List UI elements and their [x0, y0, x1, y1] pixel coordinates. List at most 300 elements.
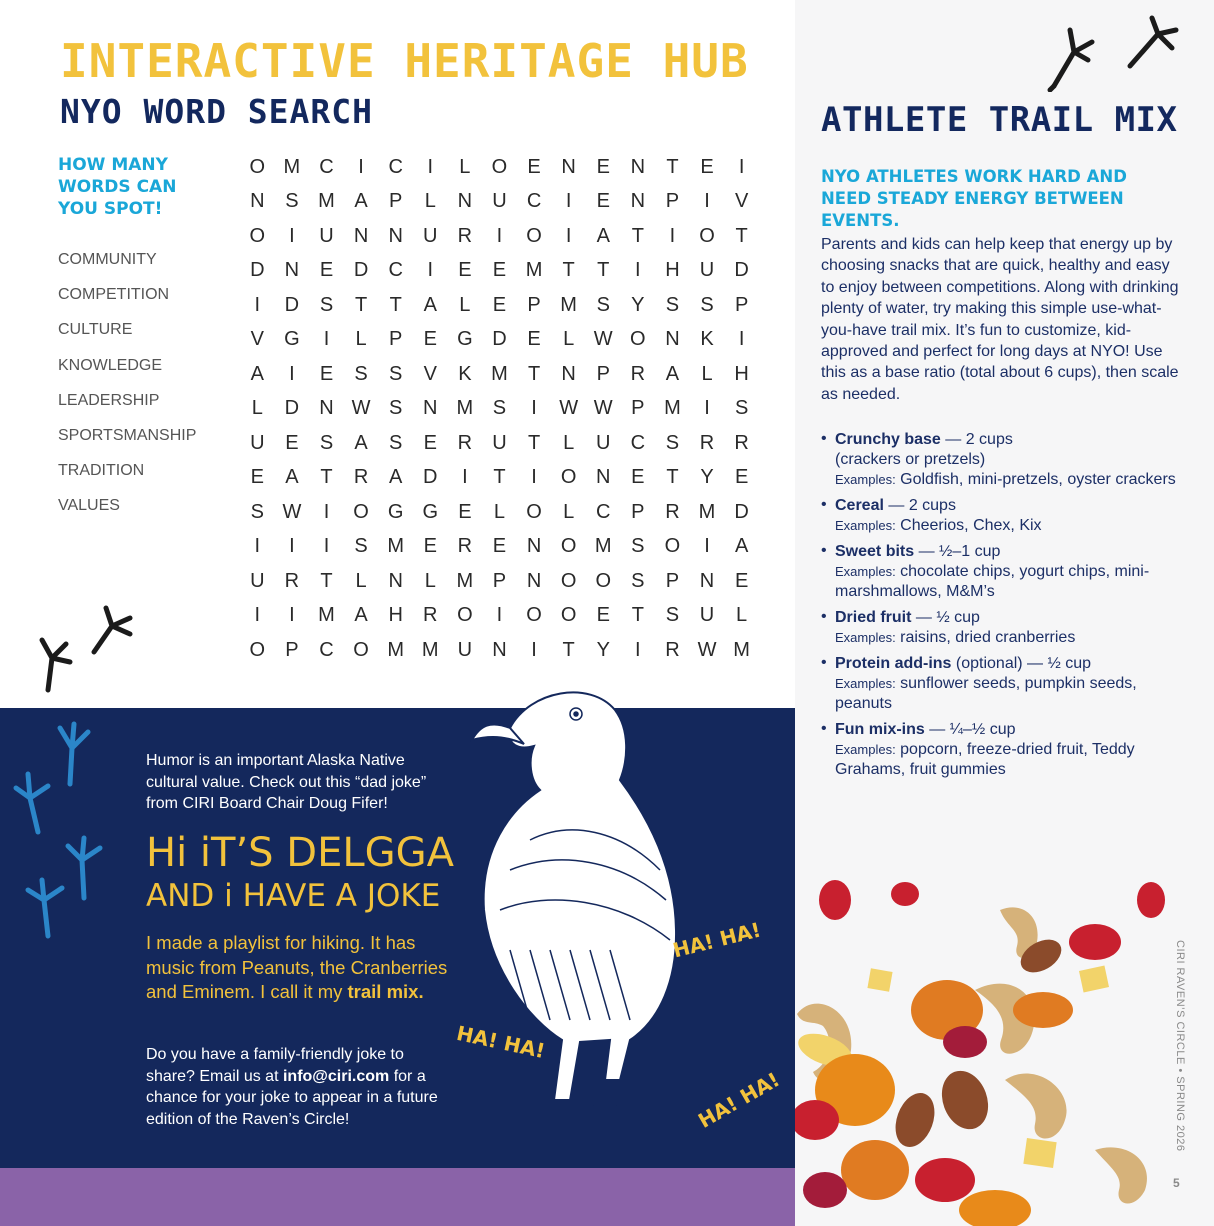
grid-letter: L — [424, 569, 436, 592]
grid-letter: I — [496, 224, 503, 247]
grid-letter: I — [635, 638, 641, 661]
joke-subheading: AND i HAVE A JOKE — [146, 878, 441, 914]
list-item — [821, 654, 1186, 714]
grid-letter: O — [595, 569, 612, 592]
grid-letter: I — [738, 155, 745, 178]
grid-letter: E — [734, 466, 749, 489]
grid-letter: I — [669, 224, 676, 247]
grid-letter: U — [596, 431, 611, 454]
trail-mix-photo — [795, 850, 1165, 1226]
grid-letter: E — [596, 190, 610, 213]
grid-letter: S — [389, 431, 403, 454]
grid-letter: P — [665, 190, 680, 213]
item-qty: (optional) — ½ cup — [951, 655, 1092, 672]
bird-tracks-icon — [30, 600, 150, 695]
grid-letter: S — [734, 397, 749, 420]
grid-letter: I — [738, 328, 745, 351]
grid-letter: L — [701, 362, 713, 385]
grid-letter: N — [561, 362, 576, 385]
grid-letter: I — [254, 293, 261, 316]
grid-letter: U — [699, 259, 715, 282]
laugh-text: HA! HA! — [694, 1067, 784, 1133]
grid-letter: Y — [700, 466, 714, 489]
grid-letter: D — [734, 259, 749, 282]
grid-row — [240, 219, 760, 254]
grid-letter: P — [389, 190, 403, 213]
grid-letter: O — [526, 604, 542, 627]
grid-letter: I — [531, 466, 537, 489]
grid-letter: I — [531, 638, 537, 661]
examples-text: popcorn, freeze-dried fruit, Teddy Grahams, fruit gummies — [835, 741, 1135, 778]
grid-letter: M — [318, 190, 335, 213]
grid-letter: R — [457, 224, 473, 247]
grid-letter: O — [664, 535, 681, 558]
grid-letter: C — [630, 431, 646, 454]
grid-row — [240, 288, 760, 323]
grid-letter: N — [561, 155, 576, 178]
examples-text: Goldfish, mini-pretzels, oyster crackers — [895, 471, 1176, 488]
grid-letter: G — [422, 500, 439, 523]
grid-letter: P — [527, 293, 541, 316]
grid-letter: N — [284, 259, 300, 282]
grid-letter: N — [388, 569, 403, 592]
list-item — [821, 608, 1186, 648]
word-list-item: TRADITION — [58, 462, 145, 480]
grid-letter: O — [249, 155, 266, 178]
item-name: Fun mix-ins — [835, 721, 925, 738]
grid-letter: T — [631, 604, 644, 627]
grid-letter: T — [562, 259, 575, 282]
examples-label: Examples: — [835, 518, 896, 533]
sidebar-credit — [1170, 940, 1190, 1170]
grid-letter: E — [527, 155, 541, 178]
examples-label: Examples: — [835, 564, 896, 579]
grid-letter: I — [704, 535, 710, 558]
grid-letter: T — [735, 224, 748, 247]
grid-letter: M — [560, 293, 577, 316]
item-qty: — 2 cups — [883, 497, 956, 514]
grid-letter: R — [630, 362, 646, 385]
grid-letter: I — [289, 362, 295, 385]
grid-letter: E — [492, 293, 507, 316]
grid-letter: H — [388, 604, 403, 627]
grid-letter: L — [563, 328, 575, 351]
grid-letter: H — [665, 259, 680, 282]
humor-intro: Humor is an important Alaska Native cultural value. Check out this “dad joke” from CIRI Board Chair Doug Fifer! — [146, 752, 427, 812]
grid-letter: I — [704, 190, 710, 213]
share-text-before: Do you have a family-friendly joke to share? Email us at — [146, 1046, 404, 1085]
grid-letter: V — [423, 362, 437, 385]
grid-letter: E — [319, 259, 334, 282]
joke-heading: Hi iT’S DELGGA — [146, 830, 454, 876]
grid-letter: O — [560, 604, 577, 627]
grid-letter: M — [456, 569, 474, 592]
grid-letter: S — [665, 293, 680, 316]
grid-letter: D — [423, 466, 438, 489]
grid-letter: M — [283, 155, 301, 178]
grid-letter: L — [563, 500, 575, 523]
blue-bird-tracks-icon — [8, 714, 108, 944]
grid-letter: M — [733, 638, 750, 661]
grid-letter: I — [427, 155, 434, 178]
grid-letter: I — [358, 155, 364, 178]
grid-letter: R — [699, 431, 715, 454]
grid-letter: T — [493, 466, 506, 489]
grid-letter: C — [319, 155, 334, 178]
trail-mix-intro: Parents and kids can help keep that energy up by choosing snacks that are quick, healthy and easy to enjoy between competitions. Along with drinking plenty of water, try making this simple use-what-you-have trail mix. It’s fun to customize, kid-approved and perfect for long days at NYO! Use this as a base ratio (total about 6 cups), then scale as needed. — [821, 236, 1179, 403]
grid-letter: E — [734, 569, 749, 592]
grid-letter: P — [492, 569, 507, 592]
list-item — [821, 430, 1186, 490]
grid-letter: M — [387, 638, 404, 661]
grid-letter: I — [289, 604, 295, 627]
grid-letter: S — [596, 293, 610, 316]
grid-letter: O — [630, 328, 646, 351]
grid-letter: E — [285, 431, 299, 454]
examples-label: Examples: — [835, 472, 896, 487]
grid-letter: A — [354, 431, 368, 454]
grid-letter: T — [320, 569, 333, 592]
grid-letter: O — [353, 638, 369, 661]
item-name: Dried fruit — [835, 609, 912, 626]
grid-letter: O — [457, 604, 473, 627]
grid-letter: D — [353, 259, 369, 282]
grid-letter: L — [355, 569, 367, 592]
grid-letter: O — [560, 569, 577, 592]
grid-letter: U — [250, 431, 265, 454]
item-qty: — ½–1 cup — [914, 543, 1001, 560]
grid-letter: S — [319, 431, 334, 454]
grid-letter: L — [459, 293, 471, 316]
grid-letter: O — [560, 535, 577, 558]
grid-row — [240, 254, 760, 289]
word-list-item: SPORTSMANSHIP — [58, 426, 197, 444]
item-qty: — ¼–½ cup — [924, 721, 1016, 738]
item-qty: — ½ cup — [911, 609, 980, 626]
grid-letter: O — [526, 224, 542, 247]
grid-letter: C — [319, 638, 334, 661]
grid-letter: O — [560, 466, 577, 489]
grid-letter: S — [631, 535, 645, 558]
grid-letter: G — [457, 328, 473, 351]
grid-letter: D — [284, 397, 300, 420]
grid-letter: T — [389, 293, 402, 316]
grid-row — [240, 599, 760, 634]
grid-letter: E — [319, 362, 334, 385]
grid-letter: L — [355, 328, 367, 351]
grid-letter: S — [665, 431, 680, 454]
grid-letter: I — [323, 500, 330, 523]
grid-letter: I — [323, 328, 330, 351]
grid-letter: T — [631, 224, 644, 247]
grid-letter: L — [424, 190, 436, 213]
item-name: Sweet bits — [835, 543, 915, 560]
grid-letter: S — [354, 535, 368, 558]
grid-letter: N — [630, 190, 646, 213]
grid-letter: E — [250, 466, 264, 489]
grid-letter: W — [282, 500, 302, 523]
grid-letter: I — [531, 397, 537, 420]
grid-letter: T — [354, 293, 368, 316]
joke-text — [146, 931, 466, 1005]
grid-letter: M — [594, 535, 612, 558]
word-list-item: COMPETITION — [58, 286, 170, 304]
grid-letter: N — [423, 397, 438, 420]
grid-letter: P — [596, 362, 610, 385]
grid-letter: A — [665, 362, 680, 385]
grid-row — [240, 633, 760, 668]
grid-letter: T — [527, 362, 541, 385]
item-name: Protein add-ins — [835, 655, 952, 672]
grid-letter: Y — [631, 293, 645, 316]
hub-title: INTERACTIVE HERITAGE HUB — [60, 34, 749, 88]
grid-letter: U — [423, 224, 438, 247]
grid-letter: N — [319, 397, 334, 420]
trail-mix-title: ATHLETE TRAIL MIX — [821, 100, 1178, 140]
grid-letter: O — [526, 500, 542, 523]
trail-mix-subtitle: NYO ATHLETES WORK HARD AND NEED STEADY ENERGY BETWEEN EVENTS. — [821, 167, 1127, 230]
examples-text: sunflower seeds, pumpkin seeds, peanuts — [835, 675, 1137, 712]
grid-letter: R — [457, 535, 473, 558]
grid-letter: T — [666, 155, 679, 178]
grid-letter: M — [664, 397, 681, 420]
grid-letter: I — [289, 535, 295, 558]
grid-letter: P — [734, 293, 749, 316]
share-email-link[interactable]: info@ciri.com — [282, 1067, 390, 1085]
grid-letter: M — [491, 362, 508, 385]
grid-letter: U — [699, 604, 715, 627]
grid-letter: W — [697, 638, 717, 661]
grid-letter: G — [284, 328, 300, 351]
grid-letter: M — [318, 604, 335, 627]
grid-letter: N — [526, 535, 542, 558]
grid-letter: T — [562, 638, 575, 661]
grid-letter: A — [285, 466, 299, 489]
grid-row — [240, 150, 760, 185]
grid-letter: N — [457, 190, 473, 213]
share-joke-text — [146, 1044, 446, 1130]
grid-letter: I — [635, 259, 641, 282]
list-item — [821, 496, 1186, 536]
grid-letter: T — [597, 259, 610, 282]
grid-letter: D — [284, 293, 300, 316]
grid-letter: I — [254, 535, 261, 558]
examples-text: Cheerios, Chex, Kix — [895, 517, 1042, 534]
grid-letter: O — [249, 638, 266, 661]
grid-letter: E — [423, 431, 437, 454]
grid-letter: P — [389, 328, 403, 351]
grid-letter: T — [320, 466, 333, 489]
grid-letter: U — [492, 190, 507, 213]
grid-letter: T — [527, 431, 541, 454]
sidebar-credit-text: CIRI RAVEN’S CIRCLE • SPRING 2026 — [1174, 940, 1186, 1152]
trail-mix-list — [821, 430, 1186, 786]
grid-letter: C — [388, 259, 403, 282]
grid-letter: D — [734, 500, 749, 523]
grid-letter: E — [596, 604, 610, 627]
grid-letter: O — [699, 224, 715, 247]
grid-letter: R — [353, 466, 369, 489]
grid-letter: N — [665, 328, 680, 351]
examples-text: chocolate chips, yogurt chips, mini-marshmallows, M&M’s — [835, 563, 1150, 600]
examples-label: Examples: — [835, 630, 896, 645]
grid-letter: M — [698, 500, 716, 523]
grid-letter: V — [734, 190, 749, 213]
grid-letter: R — [284, 569, 300, 592]
grid-letter: N — [699, 569, 715, 592]
joke-text-main: I made a playlist for hiking. It has music from Peanuts, the Cranberries and Eminem. I call it my — [146, 932, 448, 1002]
word-list-item: LEADERSHIP — [58, 391, 160, 409]
grid-letter: E — [631, 466, 645, 489]
grid-letter: S — [250, 500, 264, 523]
item-qty: — 2 cups — [940, 431, 1013, 448]
grid-letter: A — [596, 224, 610, 247]
grid-letter: P — [665, 569, 680, 592]
grid-letter: O — [491, 155, 508, 178]
grid-letter: N — [630, 155, 646, 178]
grid-letter: W — [351, 397, 371, 420]
grid-letter: M — [387, 535, 404, 558]
grid-letter: E — [596, 155, 610, 178]
grid-row — [240, 357, 760, 392]
grid-letter: T — [666, 466, 679, 489]
grid-letter: N — [250, 190, 265, 213]
grid-row — [240, 185, 760, 220]
grid-letter: K — [700, 328, 714, 351]
grid-row — [240, 564, 760, 599]
grid-letter: E — [423, 535, 437, 558]
grid-letter: I — [289, 224, 295, 247]
grid-row — [240, 392, 760, 427]
grid-letter: W — [593, 328, 613, 351]
page-number: 5 — [1173, 1176, 1180, 1190]
grid-letter: N — [492, 638, 507, 661]
grid-letter: M — [456, 397, 474, 420]
grid-letter: U — [250, 569, 265, 592]
grid-letter: P — [631, 500, 645, 523]
grid-row — [240, 495, 760, 530]
item-name: Crunchy base — [835, 431, 941, 448]
grid-letter: S — [354, 362, 368, 385]
grid-letter: E — [458, 259, 472, 282]
grid-letter: R — [665, 638, 680, 661]
grid-letter: E — [700, 155, 714, 178]
grid-letter: Y — [596, 638, 610, 661]
word-list-item: COMMUNITY — [58, 251, 157, 268]
grid-letter: N — [526, 569, 542, 592]
examples-label: Examples: — [835, 676, 896, 691]
word-list-item: KNOWLEDGE — [58, 356, 163, 374]
footer-band — [0, 1168, 795, 1226]
grid-letter: V — [250, 328, 264, 351]
grid-letter: N — [388, 224, 403, 247]
grid-letter: I — [565, 190, 572, 213]
grid-letter: L — [493, 500, 506, 523]
examples-label: Examples: — [835, 742, 896, 757]
grid-letter: S — [700, 293, 714, 316]
word-list-item: VALUES — [58, 497, 120, 515]
grid-row — [240, 323, 760, 358]
grid-letter: L — [736, 604, 748, 627]
grid-letter: I — [704, 397, 710, 420]
grid-row — [240, 426, 760, 461]
grid-letter: R — [457, 431, 473, 454]
list-item — [821, 542, 1186, 602]
grid-letter: S — [389, 362, 403, 385]
grid-letter: E — [492, 259, 507, 282]
grid-letter: P — [631, 397, 645, 420]
bird-tracks-icon — [1040, 12, 1190, 92]
grid-letter: U — [457, 638, 473, 661]
grid-letter: M — [421, 638, 439, 661]
item-name: Cereal — [835, 497, 884, 514]
grid-letter: O — [353, 500, 369, 523]
grid-letter: N — [353, 224, 369, 247]
grid-letter: C — [526, 190, 542, 213]
word-list-item: CULTURE — [58, 321, 133, 339]
grid-letter: I — [254, 604, 261, 627]
grid-letter: L — [459, 155, 471, 178]
grid-letter: A — [389, 466, 403, 489]
grid-letter: U — [319, 224, 334, 247]
grid-letter: P — [285, 638, 299, 661]
grid-row — [240, 530, 760, 565]
grid-letter: C — [388, 155, 403, 178]
grid-letter: A — [423, 293, 437, 316]
grid-letter: A — [354, 190, 368, 213]
grid-letter: I — [323, 535, 330, 558]
grid-letter: W — [593, 397, 613, 420]
grid-letter: K — [458, 362, 472, 385]
grid-letter: S — [319, 293, 334, 316]
grid-letter: I — [496, 604, 503, 627]
grid-letter: R — [734, 431, 749, 454]
grid-letter: D — [250, 259, 265, 282]
joke-punchline: trail mix. — [347, 981, 424, 1002]
wordsearch-grid — [240, 150, 760, 668]
grid-letter: I — [462, 466, 468, 489]
grid-letter: S — [665, 604, 680, 627]
grid-letter: S — [492, 397, 507, 420]
grid-letter: I — [565, 224, 572, 247]
word-list — [58, 250, 196, 532]
grid-row — [240, 461, 760, 496]
grid-letter: L — [563, 431, 575, 454]
examples-text: raisins, dried cranberries — [895, 629, 1076, 646]
grid-letter: S — [631, 569, 645, 592]
grid-letter: A — [250, 362, 264, 385]
wordsearch-title: NYO WORD SEARCH — [60, 92, 374, 131]
grid-letter: S — [285, 190, 299, 213]
grid-letter: U — [492, 431, 507, 454]
laugh-text: HA! HA! — [454, 1020, 548, 1064]
grid-letter: W — [559, 397, 579, 420]
grid-letter: G — [387, 500, 404, 523]
grid-letter: C — [596, 500, 611, 523]
grid-letter: R — [423, 604, 438, 627]
grid-letter: E — [458, 500, 472, 523]
grid-letter: N — [596, 466, 611, 489]
grid-letter: L — [251, 397, 263, 420]
grid-letter: E — [527, 328, 541, 351]
share-text-after: for a chance for your joke to appear in a future edition of the Raven’s Circle! — [146, 1067, 438, 1128]
grid-letter: A — [354, 604, 368, 627]
laugh-text: HA! HA! — [670, 917, 764, 963]
grid-letter: D — [492, 328, 507, 351]
grid-letter: M — [525, 259, 543, 282]
grid-letter: S — [389, 397, 403, 420]
grid-letter: A — [734, 535, 749, 558]
